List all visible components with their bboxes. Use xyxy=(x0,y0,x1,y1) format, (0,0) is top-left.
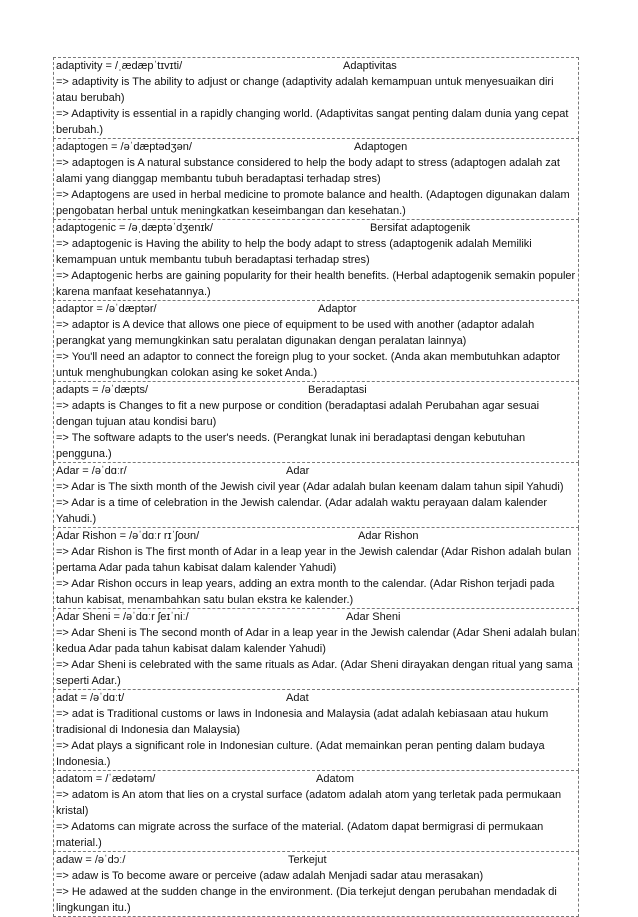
entry-head xyxy=(56,690,577,706)
translation: Bersifat adaptogenik xyxy=(370,222,471,234)
translation: Adaptogen xyxy=(354,141,408,153)
example: => Adar is a time of celebration in the Jewish calendar. (Adar adalah waktu perayaan dalam kalender Yahudi.) xyxy=(56,497,548,525)
example: => Adaptivity is essential in a rapidly changing world. (Adaptivitas sangat penting dalam dunia yang cepat berubah.) xyxy=(56,108,569,136)
translation: Adar Rishon xyxy=(358,530,419,542)
definition: => adapts is Changes to fit a new purpose or condition (beradaptasi adalah Perubahan agar sesuai dengan tujuan atau kondisi baru) xyxy=(56,400,540,428)
entry-head xyxy=(56,301,577,317)
entry-head xyxy=(56,382,577,398)
translation: Adar Sheni xyxy=(346,611,401,623)
entry-head xyxy=(56,852,577,868)
entry-adapts xyxy=(53,382,579,463)
entry-adaptogenic xyxy=(53,220,579,301)
translation: Adaptivitas xyxy=(343,60,397,72)
definition: => Adar Rishon is The first month of Adar in a leap year in the Jewish calendar (Adar Rishon adalah bulan pertama Adar pada tahun kabisat dalam kalender Yahudi) xyxy=(56,546,572,574)
example: => Adar Rishon occurs in leap years, adding an extra month to the calendar. (Adar Rishon terjadi pada tahun kabisat, menambahkan satu bulan ekstra ke kalender.) xyxy=(56,578,555,606)
entry-head xyxy=(56,58,577,74)
entry-adaw xyxy=(53,852,579,917)
example: => He adawed at the sudden change in the environment. (Dia terkejut dengan perubahan mendadak di lingkungan itu.) xyxy=(56,886,557,914)
entry-adaptogen xyxy=(53,139,579,220)
entry-head xyxy=(56,463,577,479)
translation: Adat xyxy=(286,692,309,704)
entry-head xyxy=(56,528,577,544)
definition: => adaptivity is The ability to adjust or change (adaptivity adalah kemampuan untuk menyesuaikan diri atau berubah) xyxy=(56,76,554,104)
entry-adar-rishon xyxy=(53,528,579,609)
definition: => Adar Sheni is The second month of Adar in a leap year in the Jewish calendar (Adar Sheni adalah bulan kedua Adar pada tahun kabisat dalam kalender Yahudi) xyxy=(56,627,577,655)
entry-adat xyxy=(53,690,579,771)
translation: Adar xyxy=(286,465,310,477)
example: => The software adapts to the user's needs. (Perangkat lunak ini beradaptasi dengan kebutuhan pengguna.) xyxy=(56,432,526,460)
definition: => Adar is The sixth month of the Jewish civil year (Adar adalah bulan keenam dalam tahun sipil Yahudi) xyxy=(56,481,564,493)
entry-adaptivity xyxy=(53,57,579,139)
entry-adar-sheni xyxy=(53,609,579,690)
term: adaptor = /əˈdæptər/ xyxy=(56,303,157,315)
term: adaw = /əˈdɔː/ xyxy=(56,854,126,866)
definition: => adaptor is A device that allows one piece of equipment to be used with another (adaptor adalah perangkat yang memungkinkan satu peralatan digunakan dengan peralatan lainnya) xyxy=(56,319,535,347)
term: Adar = /əˈdɑːr/ xyxy=(56,465,127,477)
entry-head xyxy=(56,139,577,155)
term: adaptogen = /əˈdæptədʒən/ xyxy=(56,141,192,153)
entry-adaptor xyxy=(53,301,579,382)
example: => You'll need an adaptor to connect the foreign plug to your socket. (Anda akan membutuhkan adaptor untuk menghubungkan colokan asing ke soket Anda.) xyxy=(56,351,561,379)
example: => Adat plays a significant role in Indonesian culture. (Adat memainkan peran penting dalam budaya Indonesia.) xyxy=(56,740,545,768)
translation: Terkejut xyxy=(288,854,327,866)
example: => Adaptogenic herbs are gaining popularity for their health benefits. (Herbal adaptogenik semakin populer karena manfaat kesehatannya.) xyxy=(56,270,576,298)
term: Adar Sheni = /əˈdɑːr ʃeɪˈniː/ xyxy=(56,611,189,623)
term: adapts = /əˈdæpts/ xyxy=(56,384,149,396)
term: adaptogenic = /əˌdæptəˈdʒenɪk/ xyxy=(56,222,213,234)
definition: => adat is Traditional customs or laws in Indonesia and Malaysia (adat adalah kebiasaan atau hukum tradisional di Indonesia dan Malaysia) xyxy=(56,708,549,736)
term: adatom = /ˈædətəm/ xyxy=(56,773,156,785)
translation: Adaptor xyxy=(318,303,357,315)
entry-adatom xyxy=(53,771,579,852)
entry-adar xyxy=(53,463,579,528)
term: adaptivity = /ˌædæpˈtɪvɪti/ xyxy=(56,60,183,72)
example: => Adar Sheni is celebrated with the same rituals as Adar. (Adar Sheni dirayakan dengan ritual yang sama seperti Adar.) xyxy=(56,659,573,687)
example: => Adatoms can migrate across the surface of the material. (Adatom dapat bermigrasi di permukaan material.) xyxy=(56,821,544,849)
term: adat = /əˈdɑːt/ xyxy=(56,692,125,704)
translation: Adatom xyxy=(316,773,354,785)
translation: Beradaptasi xyxy=(308,384,367,396)
entry-head xyxy=(56,220,577,236)
definition: => adaptogen is A natural substance considered to help the body adapt to stress (adaptogen adalah zat alami yang dianggap membantu tubuh beradaptasi terhadap stres) xyxy=(56,157,560,185)
definition: => adaptogenic is Having the ability to help the body adapt to stress (adaptogenik adalah Memiliki kemampuan untuk membantu tubuh beradaptasi terhadap stres) xyxy=(56,238,532,266)
term: Adar Rishon = /əˈdɑːr rɪˈʃoʊn/ xyxy=(56,530,200,542)
glossary-sheet xyxy=(53,57,579,917)
entry-head xyxy=(56,609,577,625)
entry-head xyxy=(56,771,577,787)
definition: => adaw is To become aware or perceive (adaw adalah Menjadi sadar atau merasakan) xyxy=(56,870,484,882)
example: => Adaptogens are used in herbal medicine to promote balance and health. (Adaptogen digunakan dalam pengobatan herbal untuk meningkatkan keseimbangan dan kesehatan.) xyxy=(56,189,570,217)
definition: => adatom is An atom that lies on a crystal surface (adatom adalah atom yang terletak pada permukaan kristal) xyxy=(56,789,562,817)
